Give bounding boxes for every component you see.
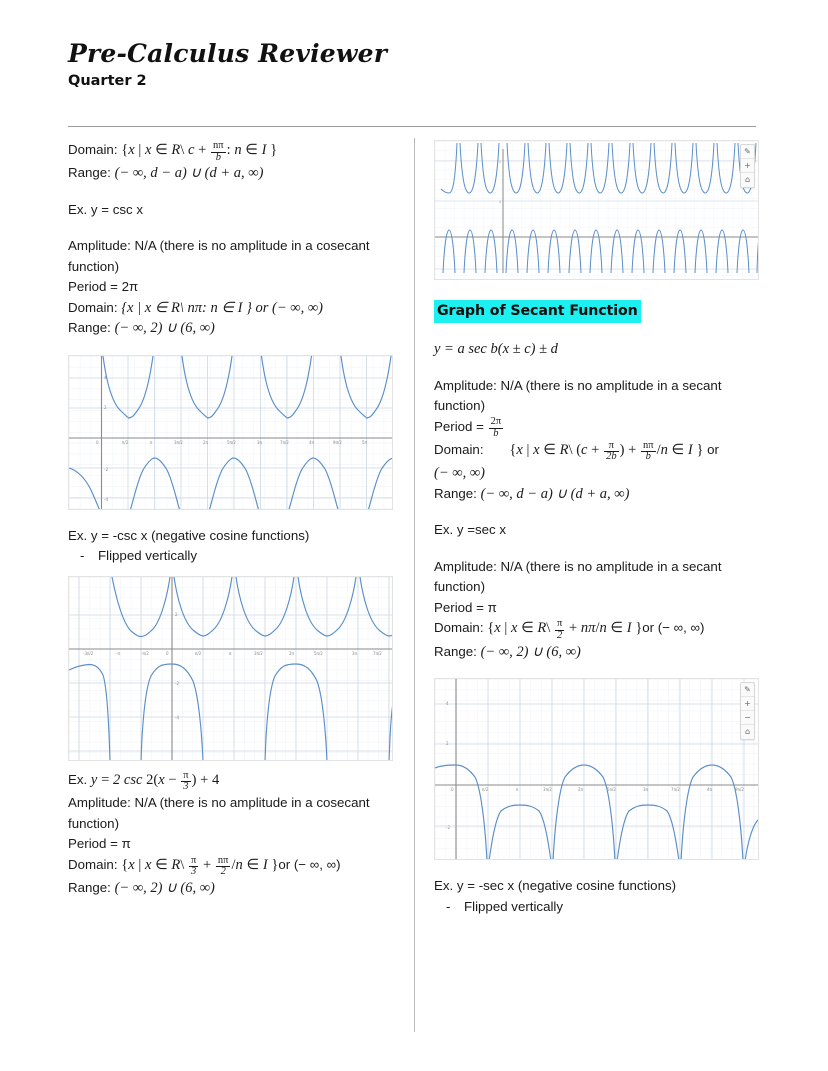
domain-sec-example-label: Domain: — [434, 620, 484, 636]
svg-text:9π/2: 9π/2 — [333, 439, 342, 445]
svg-text:5π/2: 5π/2 — [607, 787, 616, 793]
zoom-in-icon[interactable]: + — [741, 697, 754, 711]
svg-text:9π/2: 9π/2 — [735, 787, 744, 793]
set-close: } — [271, 856, 279, 873]
plus-sign: + — [203, 856, 212, 873]
neg-csc-bullet-item — [68, 546, 398, 567]
divider-slash: / — [595, 620, 600, 637]
fraction-pi-2b — [604, 441, 619, 464]
domain-secant-or: or — [707, 441, 719, 457]
svg-text:3π/2: 3π/2 — [254, 650, 263, 656]
graph-csc-x[interactable] — [68, 355, 393, 510]
fraction-numerator: π — [183, 769, 189, 781]
spacer — [68, 567, 398, 576]
zoom-out-icon[interactable]: − — [741, 711, 754, 725]
domain-sec-example-line — [434, 618, 764, 641]
set-open: { — [121, 142, 129, 158]
svg-text:-2: -2 — [446, 825, 450, 831]
minus-sign: − — [168, 771, 177, 788]
fraction-2pi-b — [489, 417, 504, 440]
domain-secant-interval: (− ∞, ∞) — [434, 465, 485, 482]
svg-text:3π: 3π — [643, 787, 648, 793]
fraction-denominator: b — [215, 151, 221, 163]
svg-text:-2: -2 — [175, 680, 179, 686]
set-minus: \ — [180, 142, 185, 158]
element-of: ∈ — [155, 856, 168, 873]
spacer — [68, 339, 398, 355]
fraction-pi-2 — [555, 619, 564, 642]
formula-secant: y = a sec b(x ± c) ± d — [434, 341, 558, 357]
range-csc-value: (− ∞, 2) ∪ (6, ∞) — [114, 320, 215, 337]
spacer — [68, 761, 398, 770]
fraction-npi-b — [641, 441, 656, 464]
vertical-shift-d: 4 — [212, 771, 220, 788]
element-of-2: ∈ — [610, 620, 624, 637]
var-x2: x — [510, 620, 518, 637]
divider-slash: / — [231, 856, 236, 873]
open-paren: ( — [576, 441, 582, 458]
graph-csc-high-frequency[interactable] — [434, 140, 759, 280]
var-c: c — [581, 441, 588, 458]
svg-text:4: 4 — [104, 374, 107, 380]
set-close: } — [270, 142, 278, 158]
graph-sec-x-svg — [435, 679, 759, 860]
home-icon[interactable]: ⌂ — [744, 727, 751, 737]
range-general-line — [68, 163, 398, 184]
spacer — [434, 360, 764, 376]
svg-text:2: 2 — [446, 741, 449, 747]
var-n: n — [235, 856, 243, 873]
period-sec-example: Period = π — [434, 599, 497, 615]
spacer — [68, 510, 398, 526]
secant-heading-wrapper — [434, 300, 764, 323]
svg-text:5π: 5π — [362, 439, 367, 445]
var-x: x — [128, 856, 135, 873]
var-x2: x — [144, 856, 152, 873]
close-paren: ) — [191, 771, 197, 788]
svg-text:2: 2 — [175, 611, 178, 617]
example-sec-x: Ex. y =sec x — [434, 522, 507, 538]
fraction-numerator: nπ — [217, 854, 229, 866]
page-subtitle: Quarter 2 — [68, 72, 147, 89]
svg-text:4: 4 — [446, 701, 449, 707]
pencil-icon[interactable]: ✎ — [741, 683, 754, 697]
svg-text:π/2: π/2 — [122, 439, 129, 445]
set-minus: \ — [180, 856, 185, 873]
amplitude-csc: Amplitude: N/A (there is no amplitude in a cosecant function) — [68, 238, 370, 274]
example-transformed-csc — [68, 770, 398, 793]
svg-text:3π/2: 3π/2 — [543, 787, 552, 793]
set-I: I — [687, 441, 693, 458]
svg-text:4π: 4π — [707, 787, 712, 793]
formula-secant-line — [434, 339, 764, 360]
svg-text:π: π — [229, 650, 232, 656]
fraction-numerator: nπ — [643, 439, 654, 451]
fraction-npi-b — [211, 141, 226, 164]
graph-neg-csc-x[interactable] — [68, 576, 393, 761]
domain-sec-example-or: or (− ∞, ∞) — [642, 620, 705, 636]
domain-transformed-or: or (− ∞, ∞) — [278, 856, 341, 872]
home-icon[interactable]: ⌂ — [744, 175, 751, 184]
document-header — [68, 40, 758, 90]
set-close: } — [696, 441, 704, 458]
spacer — [68, 220, 398, 236]
range-general-label: Range: — [68, 165, 111, 181]
plus-sign: + — [200, 771, 209, 788]
set-R: R — [537, 620, 547, 637]
right-column — [434, 140, 764, 917]
divider-slash: / — [656, 441, 661, 458]
range-secant-general-line — [434, 484, 764, 505]
set-close: } — [635, 620, 643, 637]
spacer — [68, 184, 398, 200]
svg-text:0: 0 — [96, 439, 99, 445]
column-divider — [414, 138, 415, 1032]
range-sec-example-line — [434, 642, 764, 663]
graph-neg-csc-x-svg — [69, 577, 393, 761]
svg-text:3π: 3π — [257, 439, 262, 445]
fraction-numerator: 2π — [490, 416, 502, 428]
svg-text:5π/2: 5π/2 — [314, 650, 323, 656]
amplitude-secant-general: Amplitude: N/A (there is no amplitude in a secant function) — [434, 377, 722, 413]
svg-text:7π/2: 7π/2 — [671, 787, 680, 793]
example-neg-csc-x: Ex. y = -csc x (negative cosine functions) — [68, 527, 310, 543]
domain-csc-label: Domain: — [68, 299, 118, 315]
svg-text:0: 0 — [499, 200, 502, 204]
svg-text:-π: -π — [116, 650, 120, 656]
example-neg-sec-x: Ex. y = -sec x (negative cosine functions) — [434, 878, 677, 894]
svg-text:π/2: π/2 — [482, 787, 489, 793]
period-transformed: Period = π — [68, 836, 131, 852]
svg-text:2π: 2π — [289, 650, 294, 656]
example-prefix: Ex. — [68, 771, 88, 787]
set-open: { — [509, 441, 517, 458]
svg-text:7π/2: 7π/2 — [280, 439, 289, 445]
zoom-in-icon[interactable]: + — [741, 159, 754, 173]
range-sec-example-label: Range: — [434, 643, 477, 659]
svg-text:5π/2: 5π/2 — [227, 439, 236, 445]
domain-general-line — [68, 140, 398, 163]
set-open: { — [121, 856, 129, 873]
such-that-bar: | — [138, 142, 142, 158]
element-of-2: ∈ — [246, 856, 260, 873]
svg-text:2: 2 — [499, 160, 502, 164]
domain-secant-general-line — [434, 440, 764, 463]
plus-sign-1: + — [591, 441, 600, 458]
fraction-pi-3 — [181, 771, 190, 794]
set-open: { — [487, 620, 495, 637]
fraction-denominator: 3 — [183, 781, 189, 793]
period-secant-general-line — [434, 417, 764, 440]
range-secant-label: Range: — [434, 485, 477, 501]
domain-transformed-line — [68, 855, 398, 878]
set-minus: \ — [546, 620, 551, 637]
spacer — [434, 662, 764, 678]
spacer — [434, 541, 764, 557]
spacer — [434, 860, 764, 876]
pencil-icon[interactable]: ✎ — [741, 145, 754, 159]
plus-sign: + — [198, 142, 207, 158]
var-c: c — [188, 142, 195, 158]
fraction-denominator: 2 — [557, 629, 563, 641]
neg-csc-bullet-text: Flipped vertically — [98, 548, 198, 564]
svg-text:3π: 3π — [352, 650, 357, 656]
term-npi: nπ — [580, 620, 596, 637]
range-transformed-label: Range: — [68, 880, 111, 896]
svg-text:π: π — [516, 787, 519, 793]
amplitude-sec-example: Amplitude: N/A (there is no amplitude in a secant function) — [434, 558, 722, 595]
neg-sec-bullet-text: Flipped vertically — [464, 898, 564, 914]
fraction-denominator: 2b — [606, 451, 617, 463]
graph-csc-high-frequency-svg — [435, 141, 759, 280]
svg-text:4π: 4π — [309, 439, 314, 445]
fraction-denominator: b — [645, 451, 651, 463]
such-that-bar: | — [526, 441, 530, 458]
bullet-dash: - — [80, 548, 85, 564]
svg-text:-3π/2: -3π/2 — [83, 650, 94, 656]
heading-graph-of-secant-function: Graph of Secant Function — [434, 300, 641, 323]
svg-text:7π/2: 7π/2 — [373, 650, 382, 656]
var-x: x — [516, 441, 523, 458]
header-divider — [68, 126, 756, 127]
period-csc: Period = 2π — [68, 279, 139, 295]
fraction-numerator: nπ — [213, 139, 224, 151]
spacer — [434, 504, 764, 520]
fraction-numerator: π — [557, 618, 563, 630]
fraction-denominator: 2 — [220, 866, 226, 878]
var-n: n — [234, 142, 242, 158]
function-name-csc: csc — [123, 771, 143, 788]
fraction-pi-3 — [189, 856, 198, 879]
svg-text:-4: -4 — [104, 496, 108, 502]
left-column — [68, 140, 398, 899]
var-n: n — [660, 441, 668, 458]
page-title: Pre-Calculus Reviewer — [68, 39, 388, 68]
svg-text:2π: 2π — [203, 439, 208, 445]
svg-text:-2: -2 — [104, 466, 108, 472]
plus-sign: + — [569, 620, 578, 637]
svg-text:0: 0 — [166, 650, 169, 656]
domain-general-label: Domain: — [68, 142, 118, 157]
range-transformed-value: (− ∞, 2) ∪ (6, ∞) — [114, 880, 215, 897]
fraction-numerator: π — [191, 854, 197, 866]
range-csc-label: Range: — [68, 320, 111, 336]
desmos-controls[interactable] — [740, 144, 755, 188]
element-of-2: ∈ — [671, 441, 685, 458]
bullet-dash: - — [446, 898, 451, 914]
set-I: I — [262, 856, 268, 873]
fraction-denominator: 3 — [191, 866, 197, 878]
range-sec-example-value: (− ∞, 2) ∪ (6, ∞) — [480, 643, 581, 660]
domain-transformed-label: Domain: — [68, 856, 118, 872]
period-secant-label: Period = — [434, 418, 484, 434]
svg-text:3π/2: 3π/2 — [174, 439, 183, 445]
spacer — [434, 323, 764, 339]
svg-text:2: 2 — [104, 404, 107, 410]
var-x: x — [158, 771, 165, 788]
var-y: y — [90, 771, 98, 788]
close-paren: ) — [619, 441, 625, 458]
plus-sign-2: + — [628, 441, 637, 458]
range-secant-value: (− ∞, d − a) ∪ (d + a, ∞) — [480, 485, 630, 502]
element-of: ∈ — [155, 142, 168, 158]
fraction-denominator: b — [493, 428, 499, 440]
set-I: I — [261, 142, 267, 158]
neg-sec-bullet-item — [434, 897, 764, 918]
svg-text:π/2: π/2 — [195, 650, 202, 656]
fraction-numerator: π — [604, 441, 619, 453]
svg-text:2π: 2π — [578, 787, 583, 793]
var-x2: x — [144, 142, 152, 158]
var-x2: x — [533, 441, 540, 458]
set-minus: \ — [568, 441, 573, 458]
range-csc-line — [68, 318, 398, 339]
domain-csc-value: {x | x ∈ R\ nπ: n ∈ I } or (− ∞, ∞) — [121, 299, 324, 316]
example-csc-x: Ex. y = csc x — [68, 201, 143, 217]
graph-sec-x[interactable] — [434, 678, 759, 860]
graph-csc-x-svg — [69, 356, 393, 510]
set-R: R — [171, 856, 181, 873]
amplitude-transformed: Amplitude: N/A (there is no amplitude in a cosecant function) — [68, 795, 370, 831]
set-R: R — [559, 441, 569, 458]
set-R: R — [171, 142, 181, 158]
fraction-npi-2 — [216, 856, 231, 879]
var-n: n — [599, 620, 607, 637]
equals-sign: = — [101, 771, 110, 788]
var-x: x — [128, 142, 135, 158]
range-general-value: (− ∞, d − a) ∪ (d + a, ∞) — [114, 165, 264, 182]
svg-text:-4: -4 — [175, 714, 179, 720]
coefficient-a: 2 — [112, 771, 121, 788]
set-I: I — [626, 620, 632, 637]
such-that-bar: | — [138, 856, 142, 873]
range-transformed-line — [68, 878, 398, 899]
element-of: ∈ — [543, 441, 556, 458]
svg-text:0: 0 — [451, 787, 454, 793]
domain-secant-interval-line — [434, 463, 764, 484]
domain-secant-label: Domain: — [434, 441, 484, 457]
element-of-2: ∈ — [245, 142, 258, 158]
domain-csc-line — [68, 298, 398, 319]
svg-text:-π/2: -π/2 — [141, 650, 149, 656]
spacer — [434, 280, 764, 300]
colon: : — [226, 142, 231, 158]
desmos-controls[interactable] — [740, 682, 755, 740]
coefficient-b: 2( — [146, 771, 159, 788]
var-x: x — [494, 620, 501, 637]
such-that-bar: | — [504, 620, 508, 637]
element-of: ∈ — [521, 620, 534, 637]
svg-text:π: π — [150, 439, 153, 445]
